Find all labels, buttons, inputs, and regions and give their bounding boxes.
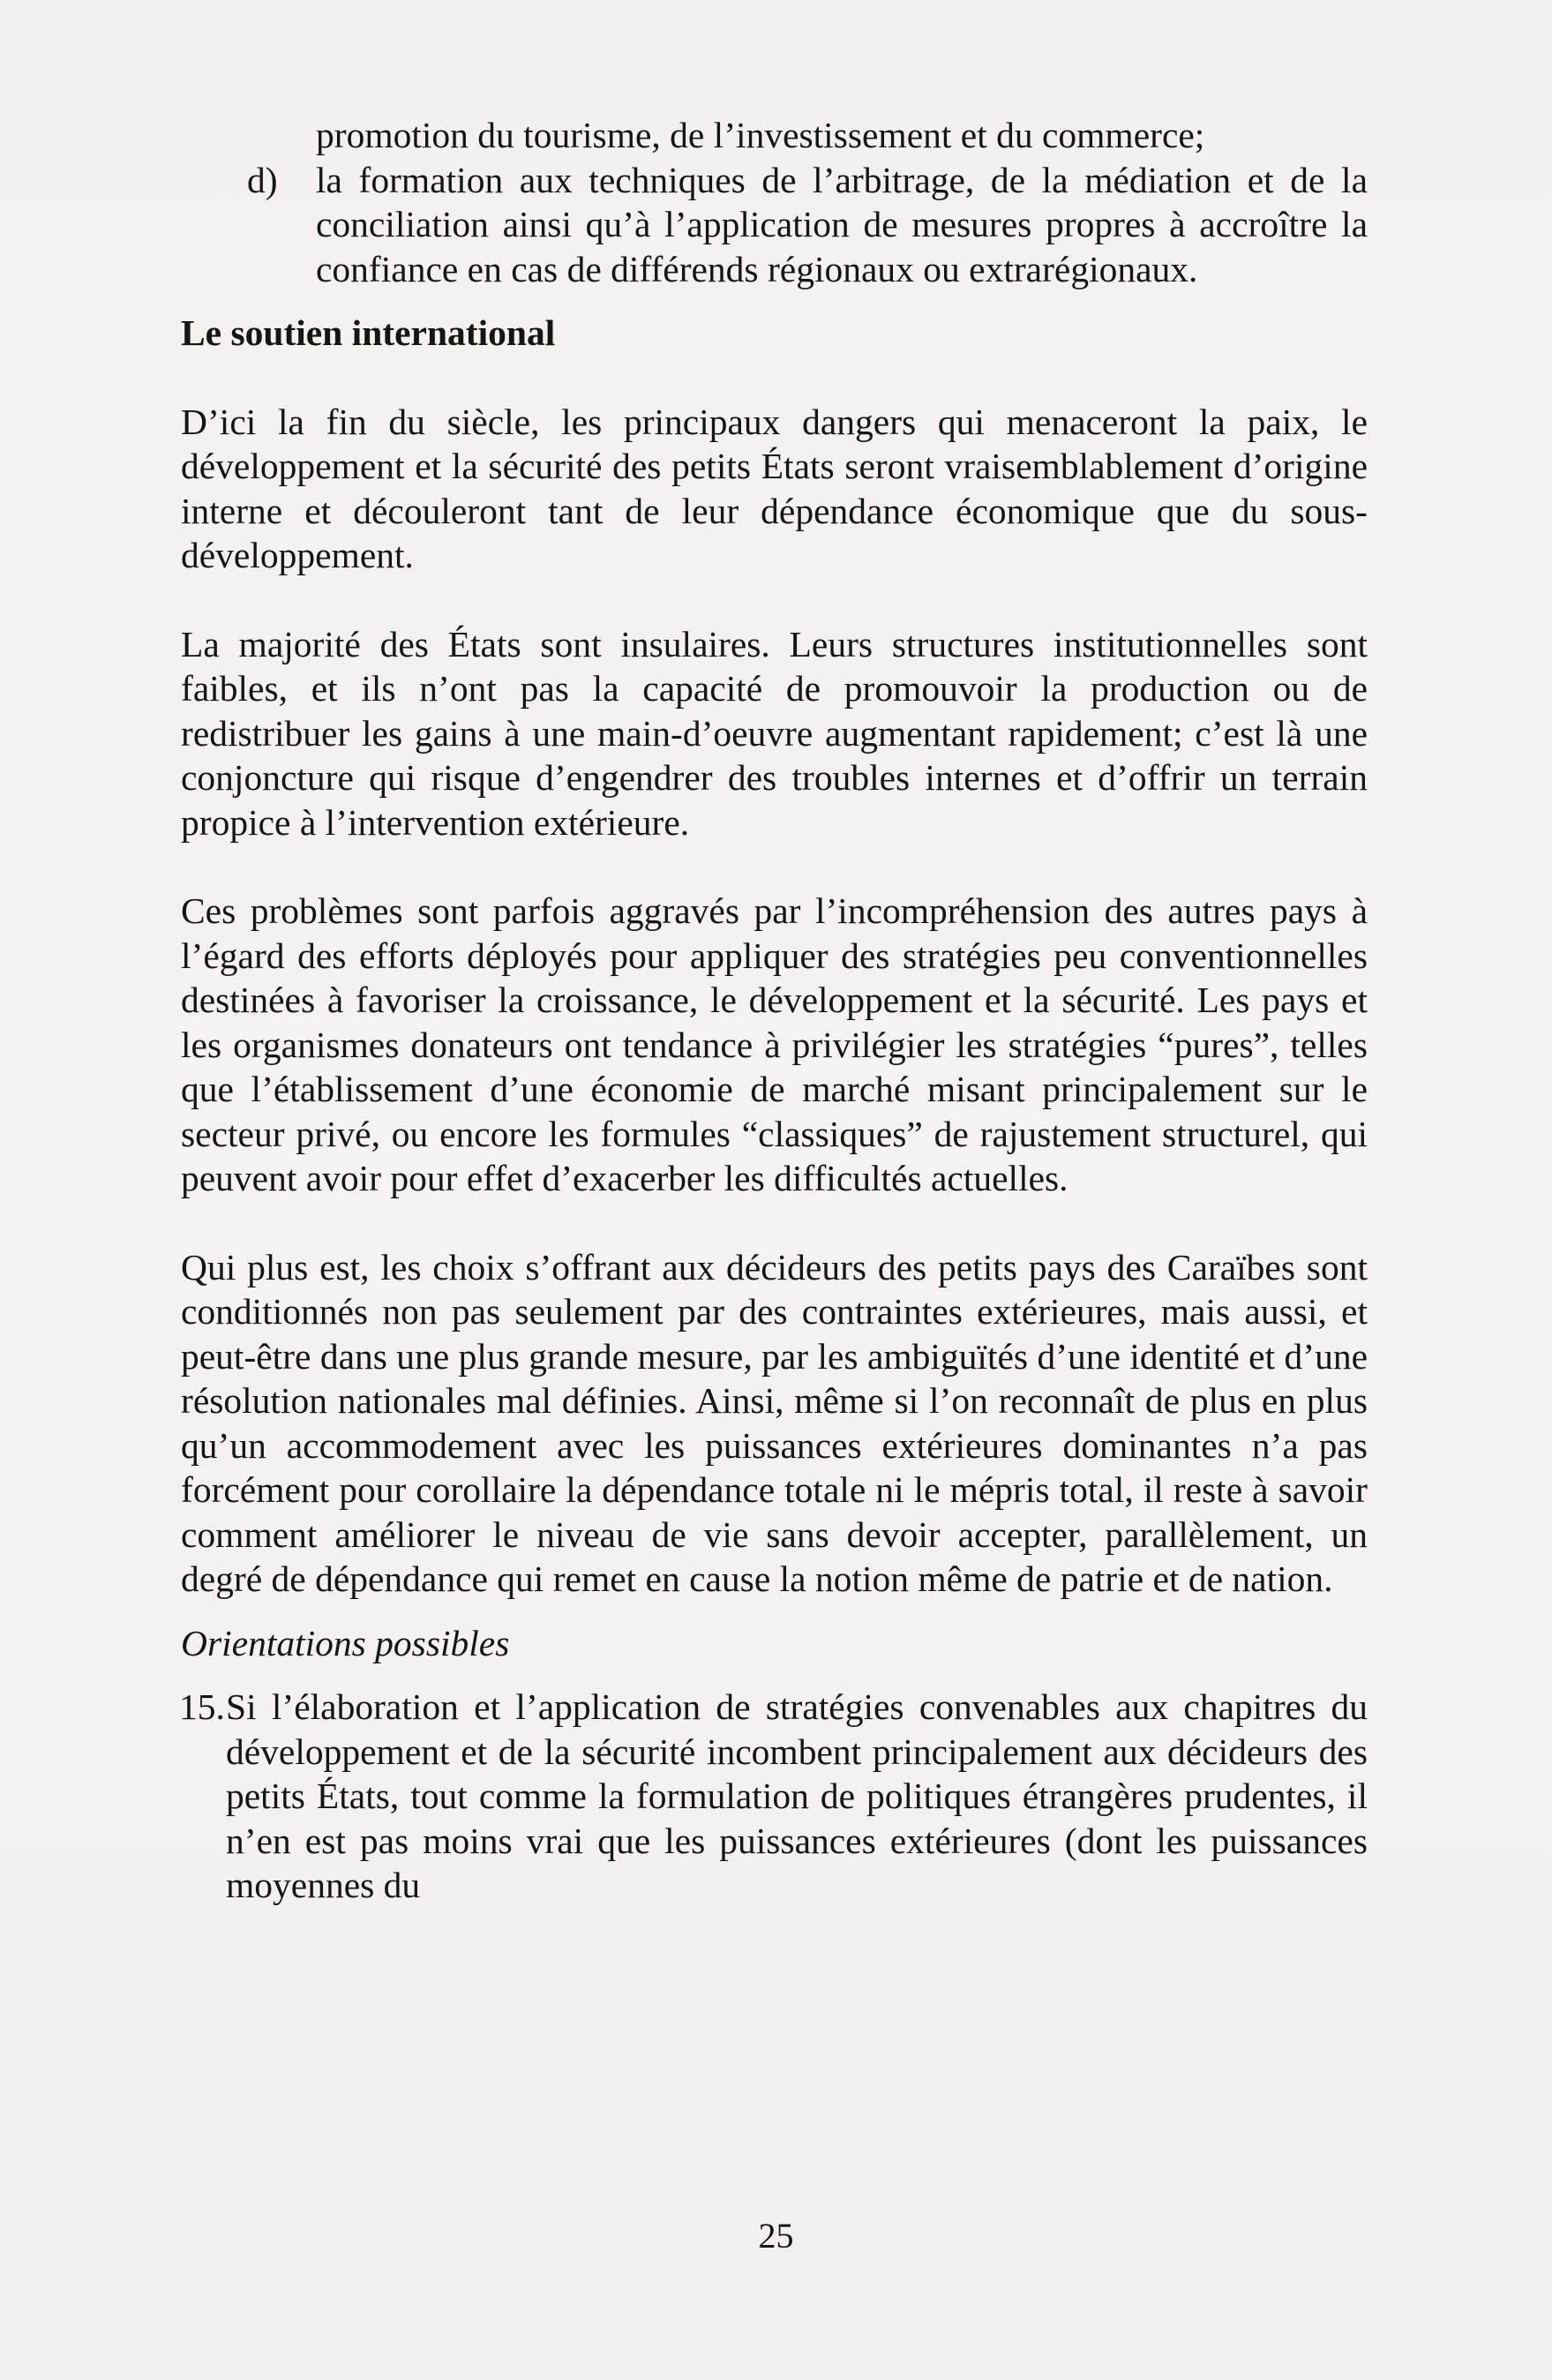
- list-marker-d: d): [247, 159, 278, 200]
- subsection-heading-orientations: Orientations possibles: [181, 1622, 510, 1663]
- paragraph-2: La majorité des États sont insulaires. Leurs structures institutionnelles sont faibles, et ils n’ont pas la capacité de promouvoir la production ou de redistribuer les gains à une main-d’oeuvre augmentant rapidement; c’est là une conjoncture qui risque d’engendrer des troubles internes et d’offrir un terrain propice à l’intervention extérieure.: [181, 623, 1368, 843]
- paragraph-4: Qui plus est, les choix s’offrant aux décideurs des petits pays des Caraïbes sont conditionnés non pas seulement par des contraintes extérieures, mais aussi, et peut-être dans une plus grande mesure, par les ambiguïtés d’une identité et d’une résolution nationales mal définies. Ainsi, même si l’on reconnaît de plus en plus qu’un accommodement avec les puissances extérieures dominantes n’a pas forcément pour corollaire la dépendance totale ni le mépris total, il reste à savoir comment améliorer le niveau de vie sans devoir accepter, parallèlement, un degré de dépendance qui remet en cause la notion même de patrie et de nation.: [181, 1246, 1368, 1599]
- list-item-c-continuation: promotion du tourisme, de l’investissement et du commerce;: [316, 115, 1205, 155]
- list-item-d: [181, 158, 1368, 292]
- paragraph-1: D’ici la fin du siècle, les principaux dangers qui menaceront la paix, le développement et la sécurité des petits États seront vraisemblablement d’origine interne et découleront tant de leur dépendance économique que du sous-développement.: [181, 401, 1368, 575]
- paragraph-3: Ces problèmes sont parfois aggravés par l’incompréhension des autres pays à l’égard des efforts déployés pour appliquer des stratégies peu conventionnelles destinées à favoriser la croissance, le développement et la sécurité. Les pays et les organismes donateurs ont tendance à privilégier les stratégies “pures”, telles que l’établissement d’une économie de marché misant principalement sur le secteur privé, ou encore les formules “classiques” de rajustement structurel, qui peuvent avoir pour effet d’exacerber les difficultés actuelles.: [181, 890, 1368, 1198]
- text-column: [181, 113, 1368, 1908]
- section-heading-international: Le soutien international: [181, 312, 556, 353]
- numbered-item-15: [181, 1685, 1368, 1908]
- list-item-d-text: la formation aux techniques de l’arbitrage, de la médiation et de la conciliation ainsi qu’à l’application de mesures propres à accroître la confiance en cas de différends régionaux ou extrarégionaux.: [316, 159, 1368, 289]
- numbered-item-15-text: Si l’élaboration et l’application de stratégies convenables aux chapitres du développement et de la sécurité incombent principalement aux décideurs des petits États, tout comme la formulation de politiques étrangères prudentes, il n’en est pas moins vrai que les puissances extérieures (dont les puissances moyennes du: [226, 1686, 1368, 1905]
- item-number-15: 15.: [179, 1686, 225, 1727]
- page-number: 25: [758, 2216, 794, 2256]
